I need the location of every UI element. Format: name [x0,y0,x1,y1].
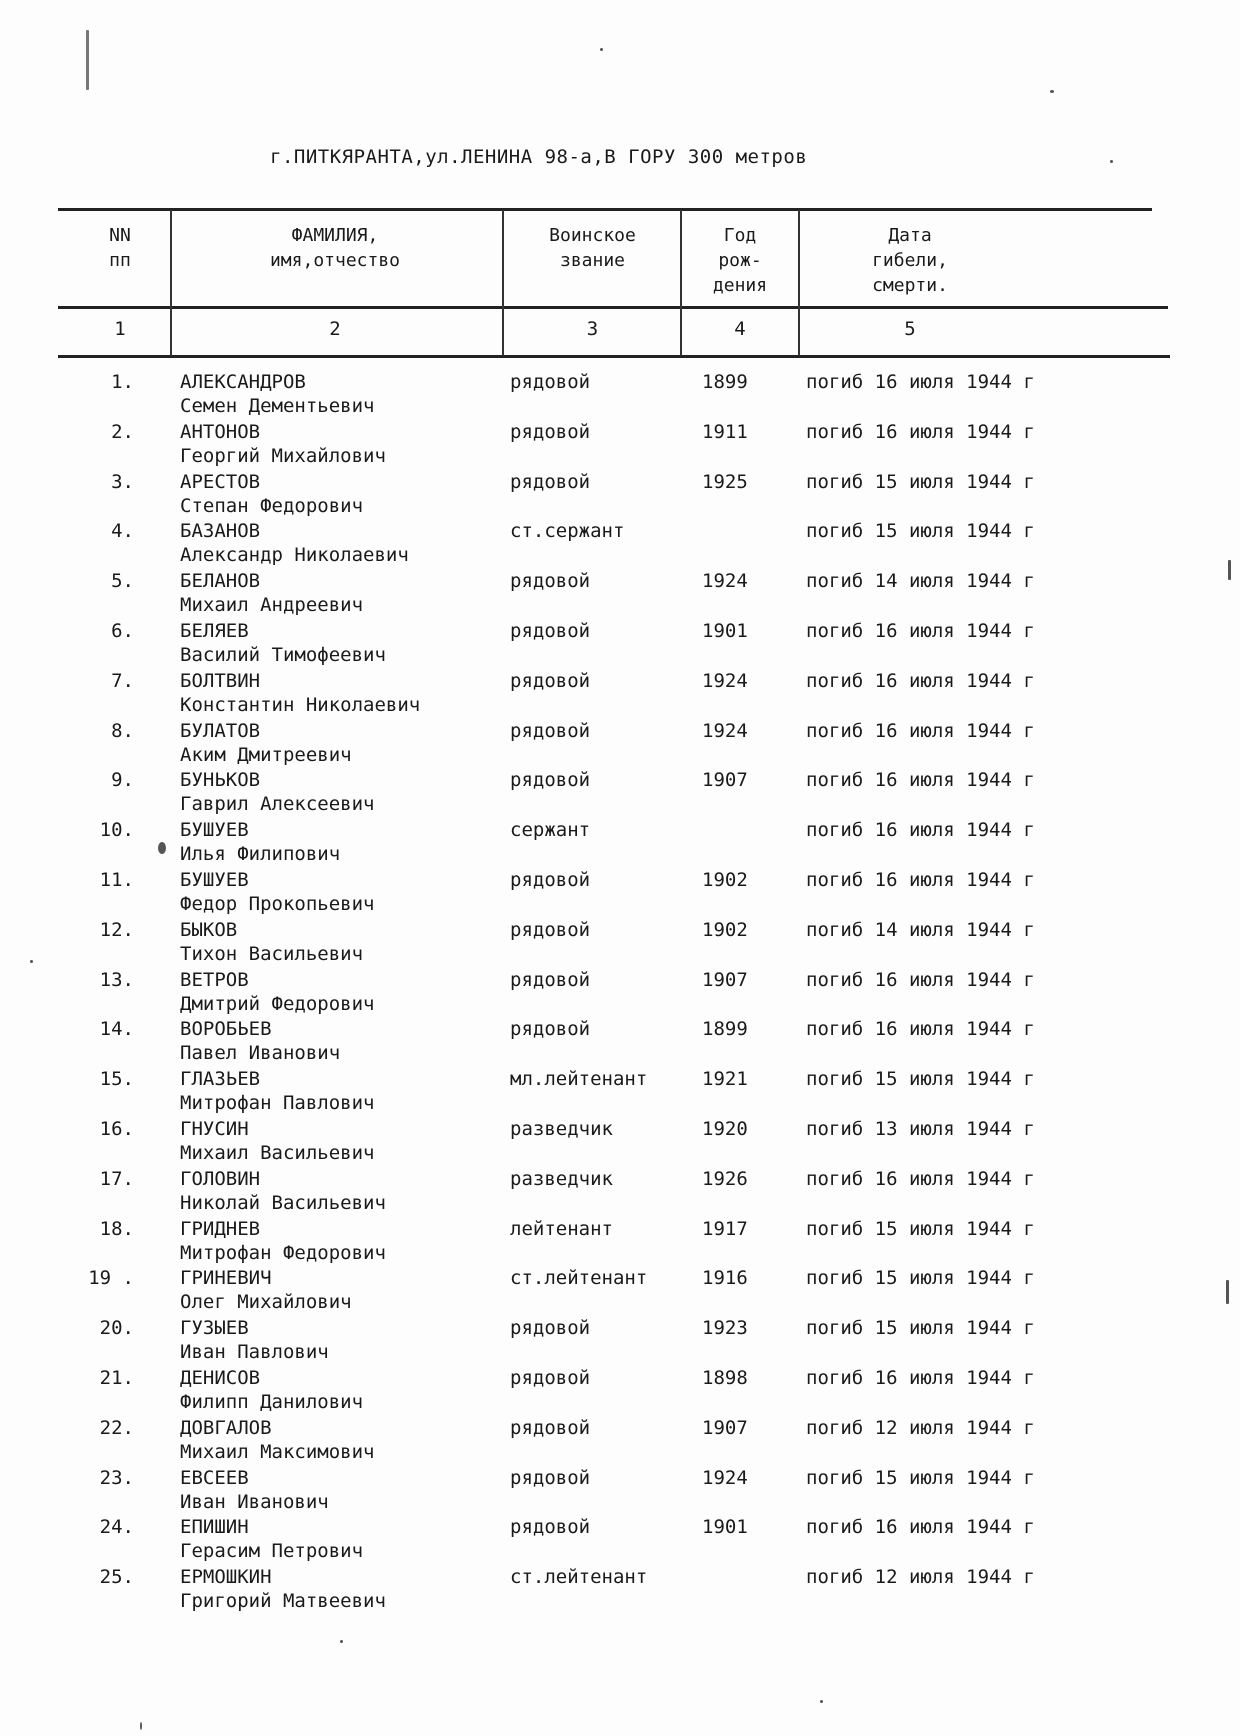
death-date: погиб 16 июля 1944 г [806,1168,1035,1190]
given-names: Михаил Васильевич [180,1142,375,1164]
row-number: 18. [99,1218,134,1240]
rank: рядовой [510,769,591,791]
row-number: 22. [99,1417,134,1439]
death-date: погиб 15 июля 1944 г [806,1467,1035,1489]
row-number: 23. [99,1467,134,1489]
header-line: пп [109,250,131,271]
row-number: 8. [111,720,134,742]
table-top-rule [58,208,1152,211]
birth-year: 1907 [702,769,748,791]
surname: БЫКОВ [180,919,238,941]
row-number: 21. [99,1367,134,1389]
row-number: 17. [99,1168,134,1190]
birth-year: 1911 [702,421,748,443]
surname: БУШУЕВ [180,819,249,841]
rank: разведчик [510,1168,613,1190]
death-date: погиб 16 июля 1944 г [806,819,1035,841]
row-number: 1. [111,371,134,393]
row-number: 3. [111,471,134,493]
surname: БУЛАТОВ [180,720,261,742]
page-title: г.ПИТКЯРАНТА,ул.ЛЕНИНА 98-а,В ГОРУ 300 метров [270,146,808,168]
death-date: погиб 16 июля 1944 г [806,421,1035,443]
given-names: Григорий Матвеевич [180,1590,386,1612]
birth-year: 1924 [702,1467,748,1489]
death-date: погиб 16 июля 1944 г [806,1018,1035,1040]
birth-year: 1902 [702,869,748,891]
death-date: погиб 13 июля 1944 г [806,1118,1035,1140]
given-names: Александр Николаевич [180,544,409,566]
death-date: погиб 14 июля 1944 г [806,570,1035,592]
surname: БУНЬКОВ [180,769,261,791]
rank: рядовой [510,620,591,642]
surname: ГНУСИН [180,1118,249,1140]
surname: ЕВСЕЕВ [180,1467,249,1489]
table-divider-4 [798,210,800,356]
scan-speck [1226,1280,1229,1304]
given-names: Михаил Максимович [180,1441,375,1463]
death-date: погиб 15 июля 1944 г [806,471,1035,493]
surname: ГРИДНЕВ [180,1218,261,1240]
rank: рядовой [510,471,591,493]
row-number: 15. [99,1068,134,1090]
header-line: ФАМИЛИЯ, [291,225,379,246]
death-date: погиб 16 июля 1944 г [806,869,1035,891]
row-number: 4. [111,520,134,542]
column-number: 4 [734,318,746,340]
rank: мл.лейтенант [510,1068,648,1090]
death-date: погиб 15 июля 1944 г [806,520,1035,542]
header-date [810,223,1010,298]
surname: ДЕНИСОВ [180,1367,261,1389]
birth-year: 1907 [702,969,748,991]
row-number: 11. [99,869,134,891]
scan-speck [820,1700,823,1703]
birth-year: 1926 [702,1168,748,1190]
rank: ст.сержант [510,520,625,542]
death-date: погиб 14 июля 1944 г [806,919,1035,941]
birth-year: 1925 [702,471,748,493]
rank: рядовой [510,869,591,891]
row-number: 7. [111,670,134,692]
death-date: погиб 15 июля 1944 г [806,1068,1035,1090]
given-names: Михаил Андреевич [180,594,364,616]
rank: ст.лейтенант [510,1267,648,1289]
death-date: погиб 15 июля 1944 г [806,1267,1035,1289]
given-names: Константин Николаевич [180,694,421,716]
column-number: 2 [329,318,341,340]
death-date: погиб 16 июля 1944 г [806,371,1035,393]
death-date: погиб 16 июля 1944 г [806,1367,1035,1389]
row-number: 14. [99,1018,134,1040]
surname: ЕРМОШКИН [180,1566,272,1588]
given-names: Василий Тимофеевич [180,644,386,666]
rank: рядовой [510,570,591,592]
birth-year: 1923 [702,1317,748,1339]
birth-year: 1917 [702,1218,748,1240]
header-line: смерти. [872,275,948,296]
surname: АНТОНОВ [180,421,261,443]
birth-year: 1916 [702,1267,748,1289]
birth-year: 1924 [702,670,748,692]
header-line: Год [723,225,757,246]
row-number: 10. [99,819,134,841]
rank: разведчик [510,1118,613,1140]
header-name [180,223,490,273]
birth-year: 1924 [702,720,748,742]
scan-speck [1110,160,1113,163]
surname: БЕЛЯЕВ [180,620,249,642]
given-names: Митрофан Федорович [180,1242,386,1264]
surname: ГОЛОВИН [180,1168,261,1190]
birth-year: 1920 [702,1118,748,1140]
given-names: Аким Дмитреевич [180,744,352,766]
surname: АЛЕКСАНДРОВ [180,371,306,393]
given-names: Семен Дементьевич [180,395,375,417]
rank: рядовой [510,1467,591,1489]
surname: БАЗАНОВ [180,520,261,542]
row-number: 12. [99,919,134,941]
header-line: звание [559,250,626,271]
scan-speck [86,30,89,90]
surname: БЕЛАНОВ [180,570,261,592]
header-year [684,223,796,298]
death-date: погиб 16 июля 1944 г [806,670,1035,692]
table-colnum-rule [58,355,1170,358]
row-number: 20. [99,1317,134,1339]
rank: рядовой [510,421,591,443]
given-names: Федор Прокопьевич [180,893,375,915]
surname: ЕПИШИН [180,1516,249,1538]
table-divider-2 [502,210,504,356]
header-rank [510,223,675,273]
rank: рядовой [510,1516,591,1538]
death-date: погиб 16 июля 1944 г [806,769,1035,791]
row-number: 5. [111,570,134,592]
given-names: Филипп Данилович [180,1391,364,1413]
row-number: 6. [111,620,134,642]
rank: рядовой [510,1367,591,1389]
rank: рядовой [510,969,591,991]
birth-year: 1901 [702,620,748,642]
scan-speck [30,960,33,963]
row-number: 9. [111,769,134,791]
row-number: 25. [99,1566,134,1588]
scan-speck [600,48,603,51]
death-date: погиб 15 июля 1944 г [806,1218,1035,1240]
death-date: погиб 15 июля 1944 г [806,1317,1035,1339]
scan-speck [340,1640,343,1643]
death-date: погиб 16 июля 1944 г [806,620,1035,642]
scan-speck [1228,560,1231,580]
given-names: Николай Васильевич [180,1192,386,1214]
death-date: погиб 12 июля 1944 г [806,1566,1035,1588]
surname: ВОРОБЬЕВ [180,1018,272,1040]
rank: рядовой [510,371,591,393]
given-names: Тихон Васильевич [180,943,364,965]
death-date: погиб 16 июля 1944 г [806,1516,1035,1538]
rank: рядовой [510,1417,591,1439]
scan-speck [158,842,166,854]
header-line: Дата [888,225,932,246]
row-number: 19 . [88,1267,134,1289]
birth-year: 1899 [702,371,748,393]
death-date: погиб 16 июля 1944 г [806,969,1035,991]
rank: лейтенант [510,1218,613,1240]
surname: ВЕТРОВ [180,969,249,991]
death-date: погиб 16 июля 1944 г [806,720,1035,742]
rank: рядовой [510,1317,591,1339]
given-names: Олег Михайлович [180,1291,352,1313]
birth-year: 1901 [702,1516,748,1538]
rank: сержант [510,819,591,841]
row-number: 16. [99,1118,134,1140]
column-number: 3 [586,318,599,340]
surname: БОЛТВИН [180,670,261,692]
row-number: 24. [99,1516,134,1538]
row-number: 13. [99,969,134,991]
header-line: гибели, [872,250,948,271]
birth-year: 1924 [702,570,748,592]
column-number: 1 [114,318,126,340]
rank: рядовой [510,670,591,692]
given-names: Герасим Петрович [180,1540,364,1562]
given-names: Гаврил Алексеевич [180,793,375,815]
rank: ст.лейтенант [510,1566,648,1588]
header-number [90,223,150,273]
header-line: имя,отчество [269,250,401,271]
given-names: Павел Иванович [180,1042,341,1064]
given-names: Дмитрий Федорович [180,993,375,1015]
surname: БУШУЕВ [180,869,249,891]
header-line: NN [109,225,131,246]
table-divider-3 [680,210,682,356]
surname: ГРИНЕВИЧ [180,1267,272,1289]
rank: рядовой [510,1018,591,1040]
scan-speck [1050,90,1054,93]
header-line: дения [712,275,768,296]
header-line: Воинское [549,225,636,246]
table-header-rule [58,306,1168,309]
surname: ДОВГАЛОВ [180,1417,272,1439]
given-names: Иван Павлович [180,1341,329,1363]
given-names: Иван Иванович [180,1491,329,1513]
given-names: Степан Федорович [180,495,364,517]
birth-year: 1902 [702,919,748,941]
birth-year: 1899 [702,1018,748,1040]
rank: рядовой [510,720,591,742]
header-line: рож- [718,250,762,271]
given-names: Илья Филипович [180,843,341,865]
scan-speck [140,1722,142,1730]
surname: АРЕСТОВ [180,471,261,493]
surname: ГЛАЗЬЕВ [180,1068,261,1090]
row-number: 2. [111,421,134,443]
birth-year: 1921 [702,1068,748,1090]
table-divider-1 [170,210,172,356]
birth-year: 1907 [702,1417,748,1439]
rank: рядовой [510,919,591,941]
surname: ГУЗЫЕВ [180,1317,249,1339]
death-date: погиб 12 июля 1944 г [806,1417,1035,1439]
given-names: Георгий Михайлович [180,445,386,467]
column-number: 5 [904,318,916,340]
birth-year: 1898 [702,1367,748,1389]
given-names: Митрофан Павлович [180,1092,375,1114]
